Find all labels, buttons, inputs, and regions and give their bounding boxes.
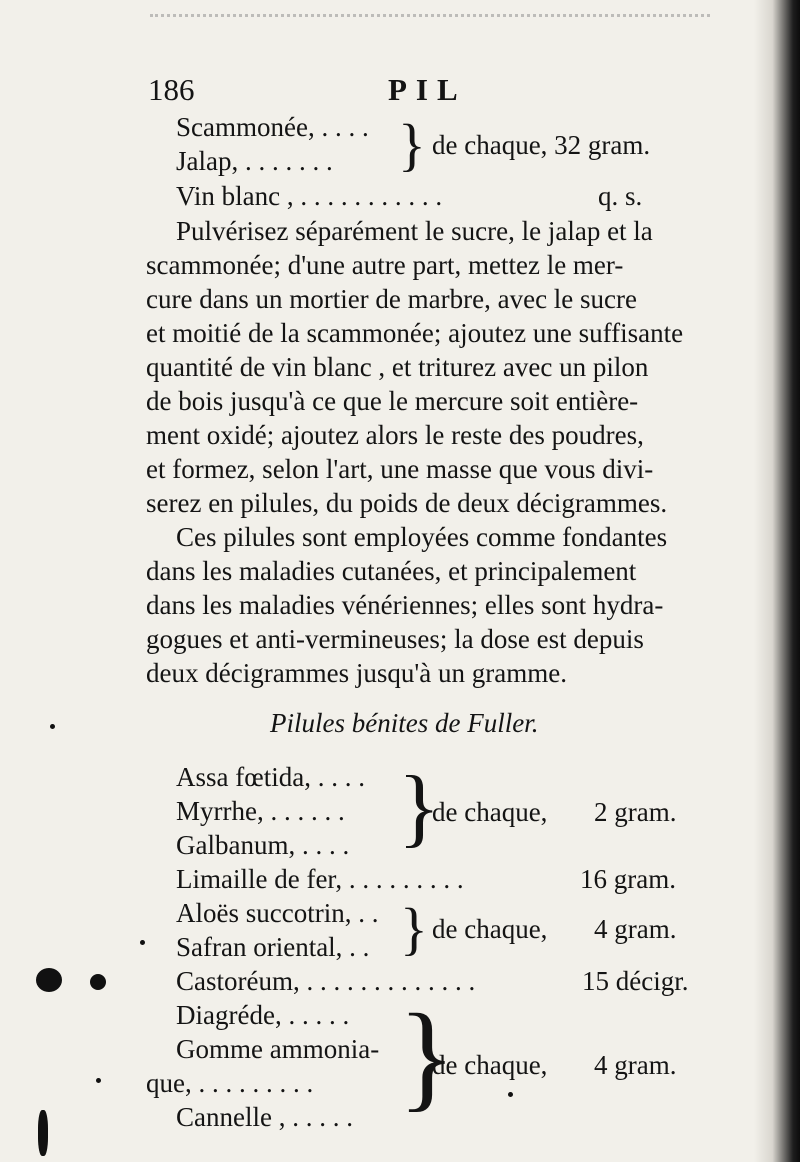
ink-mark — [38, 1110, 48, 1156]
running-head: PIL — [388, 72, 467, 107]
brace-group2: } — [400, 896, 428, 961]
para1-line-8: et formez, selon l'art, une masse que vous divi- — [146, 454, 654, 484]
limaille-quantity: 16 gram. — [580, 864, 676, 894]
para1-line-2: scammonée; d'une autre part, mettez le mer- — [146, 250, 624, 280]
ingredient-scammonee: Scammonée, . . . . — [176, 112, 369, 142]
text-speck — [508, 1092, 513, 1097]
group3-quantity: 4 gram. — [594, 1050, 677, 1080]
margin-speck — [50, 724, 55, 729]
section-title: Pilules bénites de Fuller. — [270, 708, 539, 738]
ingredient-gomme-ammoniaque-2: que, . . . . . . . . . — [146, 1068, 314, 1098]
brace-group3: } — [398, 989, 456, 1122]
group3-label: de chaque, — [432, 1050, 548, 1080]
ingredient-aloes-succotrin: Aloës succotrin, . . — [176, 898, 379, 928]
castoreum-quantity: 15 décigr. — [582, 966, 689, 996]
recipe1-quantity: de chaque, 32 gram. — [432, 130, 651, 160]
para2-line-2: dans les maladies cutanées, et principalement — [146, 556, 637, 586]
vin-blanc-quantity: q. s. — [598, 181, 643, 211]
group1-quantity: 2 gram. — [594, 797, 677, 827]
page-top-edge — [150, 0, 710, 17]
para2-line-5: deux décigrammes jusqu'à un gramme. — [146, 658, 567, 688]
para2-line-1: Ces pilules sont employées comme fondantes — [176, 522, 668, 552]
para2-line-4: gogues et anti-vermineuses; la dose est depuis — [146, 624, 644, 654]
para2-line-3: dans les maladies vénériennes; elles sont hydra- — [146, 590, 664, 620]
group2-label: de chaque, — [432, 914, 548, 944]
ink-blot — [36, 968, 62, 992]
ingredient-limaille-de-fer: Limaille de fer, . . . . . . . . . — [176, 864, 464, 894]
group1-label: de chaque, — [432, 797, 548, 827]
ingredient-jalap: Jalap, . . . . . . . — [176, 146, 333, 176]
para1-line-5: quantité de vin blanc , et triturez avec un pilon — [146, 352, 649, 382]
ingredient-galbanum: Galbanum, . . . . — [176, 830, 350, 860]
ingredient-myrrhe: Myrrhe, . . . . . . — [176, 796, 345, 826]
group2-quantity: 4 gram. — [594, 914, 677, 944]
para1-line-4: et moitié de la scammonée; ajoutez une suffisante — [146, 318, 684, 348]
ingredient-gomme-ammoniaque-1: Gomme ammonia- — [176, 1034, 380, 1064]
para1-line-1: Pulvérisez séparément le sucre, le jalap et la — [176, 216, 653, 246]
ingredient-assa-foetida: Assa fœtida, . . . . — [176, 762, 365, 792]
para1-line-7: ment oxidé; ajoutez alors le reste des poudres, — [146, 420, 644, 450]
ingredient-diagrede: Diagréde, . . . . . — [176, 1000, 350, 1030]
page-number: 186 — [148, 72, 195, 107]
ingredient-cannelle: Cannelle , . . . . . — [176, 1102, 353, 1132]
ingredient-safran-oriental: Safran oriental, . . — [176, 932, 370, 962]
margin-speck — [140, 940, 145, 945]
para1-line-3: cure dans un mortier de marbre, avec le sucre — [146, 284, 638, 314]
ingredient-castoreum: Castoréum, . . . . . . . . . . . . . — [176, 966, 476, 996]
margin-speck — [96, 1078, 101, 1083]
ingredient-vin-blanc: Vin blanc , . . . . . . . . . . . — [176, 181, 443, 211]
para1-line-9: serez en pilules, du poids de deux décigrammes. — [146, 488, 668, 518]
para1-line-6: de bois jusqu'à ce que le mercure soit entière- — [146, 386, 639, 416]
ink-blot — [90, 974, 106, 990]
brace-group1: } — [398, 759, 441, 856]
brace-recipe1: } — [398, 112, 426, 177]
page-binding-shadow — [754, 0, 800, 1162]
